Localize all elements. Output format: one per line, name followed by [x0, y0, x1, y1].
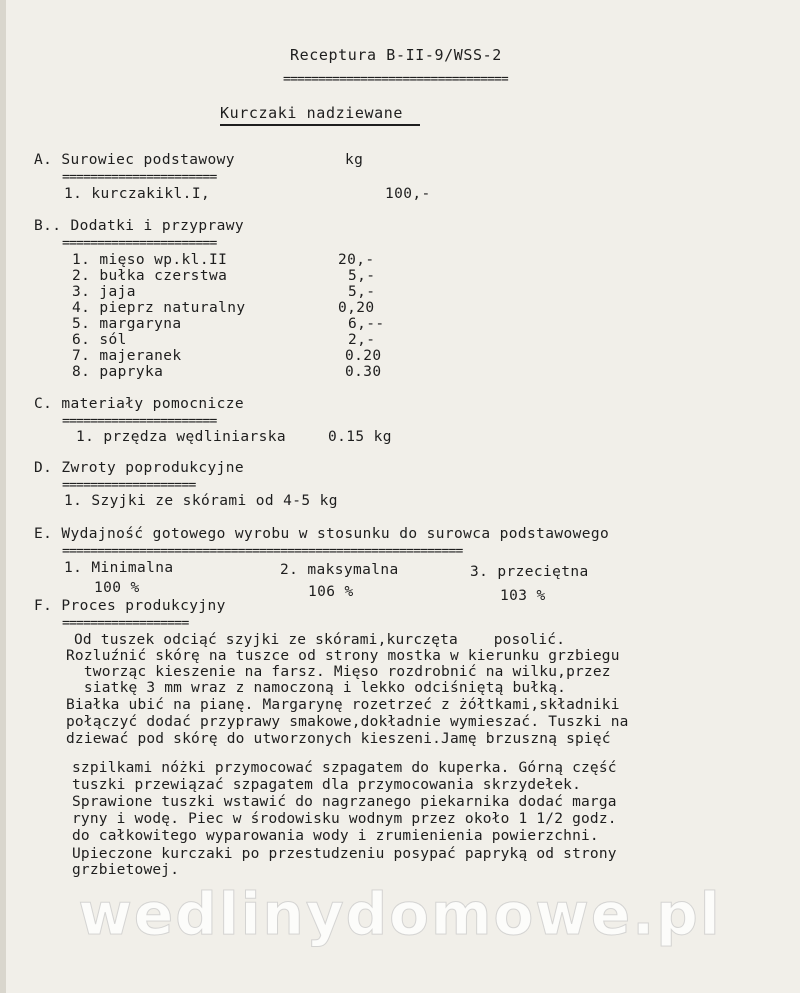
- product-name: Kurczaki nadziewane: [220, 104, 420, 126]
- process-line: Rozluźnić skórę na tuszce od strony mostka w kierunku grzbiegu: [66, 648, 620, 664]
- header-rule: ================================: [283, 72, 508, 87]
- section-b-amount: 20,-: [338, 252, 375, 268]
- section-c-rule: ======================: [62, 414, 217, 429]
- section-b-rule: ======================: [62, 236, 217, 251]
- section-a-item-text: 1. kurczakikl.I,: [64, 186, 211, 202]
- section-b-amount: 5,-: [348, 284, 376, 300]
- section-b-amount: 2,-: [348, 332, 376, 348]
- section-b-amount: 0.30: [345, 364, 382, 380]
- section-b-item: 5. margaryna: [72, 316, 182, 332]
- process-line: tworząc kieszenie na farsz. Mięso rozdrobnić na wilku,przez: [66, 664, 611, 680]
- section-c-heading: C. materiały pomocnicze: [34, 396, 244, 412]
- section-a-item-amount: 100,-: [385, 186, 431, 202]
- section-b-item: 1. mięso wp.kl.II: [72, 252, 228, 268]
- process-line: Od tuszek odciąć szyjki ze skórami,kurczęta posolić.: [74, 632, 566, 648]
- process-line: szpilkami nóżki przymocować szpagatem do kuperka. Górną część: [72, 760, 617, 776]
- process-line: siatkę 3 mm wraz z namoczoną i lekko odciśniętą bułką.: [66, 680, 567, 696]
- section-d-rule: ===================: [62, 478, 196, 493]
- section-c-item-text: 1. przędza wędliniarska: [76, 429, 286, 445]
- yield-value-max: 106 %: [308, 584, 354, 600]
- yield-value-min: 100 %: [94, 580, 140, 596]
- section-f-rule: ==================: [62, 616, 189, 631]
- yield-value-avg: 103 %: [500, 588, 546, 604]
- section-b-item: 7. majeranek: [72, 348, 182, 364]
- section-b-amount: 6,--: [348, 316, 385, 332]
- process-line: Białka ubić na pianę. Margarynę rozetrzeć z żółtkami,składniki: [66, 697, 620, 713]
- section-b-heading: B.. Dodatki i przyprawy: [34, 218, 244, 234]
- process-line: dziewać pod skórę do utworzonych kieszeni.Jamę brzuszną spięć: [66, 731, 611, 747]
- section-b-item: 6. sól: [72, 332, 127, 348]
- section-b-amount: 0.20: [345, 348, 382, 364]
- site-watermark: wedlinydomowe.pl: [78, 880, 722, 948]
- process-line: połączyć dodać przyprawy smakowe,dokładnie wymieszać. Tuszki na: [66, 714, 629, 730]
- process-line: Sprawione tuszki wstawić do nagrzanego piekarnika dodać marga: [72, 794, 617, 810]
- section-b-item: 4. pieprz naturalny: [72, 300, 246, 316]
- process-line: Upieczone kurczaki po przestudzeniu posypać papryką od strony: [72, 846, 617, 862]
- process-line: tuszki przewiązać szpagatem dla przymocowania skrzydełek.: [72, 777, 581, 793]
- section-d-heading: D. Zwroty poprodukcyjne: [34, 460, 244, 476]
- process-line: do całkowitego wyparowania wody i zrumienienia powierzchni.: [72, 828, 599, 844]
- section-a-rule: ======================: [62, 170, 217, 185]
- yield-label-avg: 3. przeciętna: [470, 564, 589, 580]
- section-b-amount: 0,20: [338, 300, 375, 316]
- section-d-item: 1. Szyjki ze skórami od 4-5 kg: [64, 493, 338, 509]
- section-b-item: 8. papryka: [72, 364, 164, 380]
- yield-label-max: 2. maksymalna: [280, 562, 399, 578]
- page-edge-shadow: [0, 0, 6, 993]
- section-f-heading: F. Proces produkcyjny: [34, 598, 226, 614]
- section-b-item: 2. bułka czerstwa: [72, 268, 228, 284]
- section-e-heading: E. Wydajność gotowego wyrobu w stosunku do surowca podstawowego: [34, 526, 610, 542]
- section-a-heading: A. Surowiec podstawowy: [34, 152, 235, 168]
- section-a-unit: kg: [345, 152, 364, 168]
- process-line: ryny i wodę. Piec w środowisku wodnym przez około 1 1/2 godz.: [72, 811, 617, 827]
- section-b-amount: 5,-: [348, 268, 376, 284]
- process-line: grzbietowej.: [72, 862, 180, 878]
- section-e-rule: =========================================================: [62, 544, 463, 559]
- section-c-item-amount: 0.15 kg: [328, 429, 392, 445]
- section-b-item: 3. jaja: [72, 284, 136, 300]
- yield-label-min: 1. Minimalna: [64, 560, 174, 576]
- recipe-code: Receptura B-II-9/WSS-2: [290, 46, 502, 64]
